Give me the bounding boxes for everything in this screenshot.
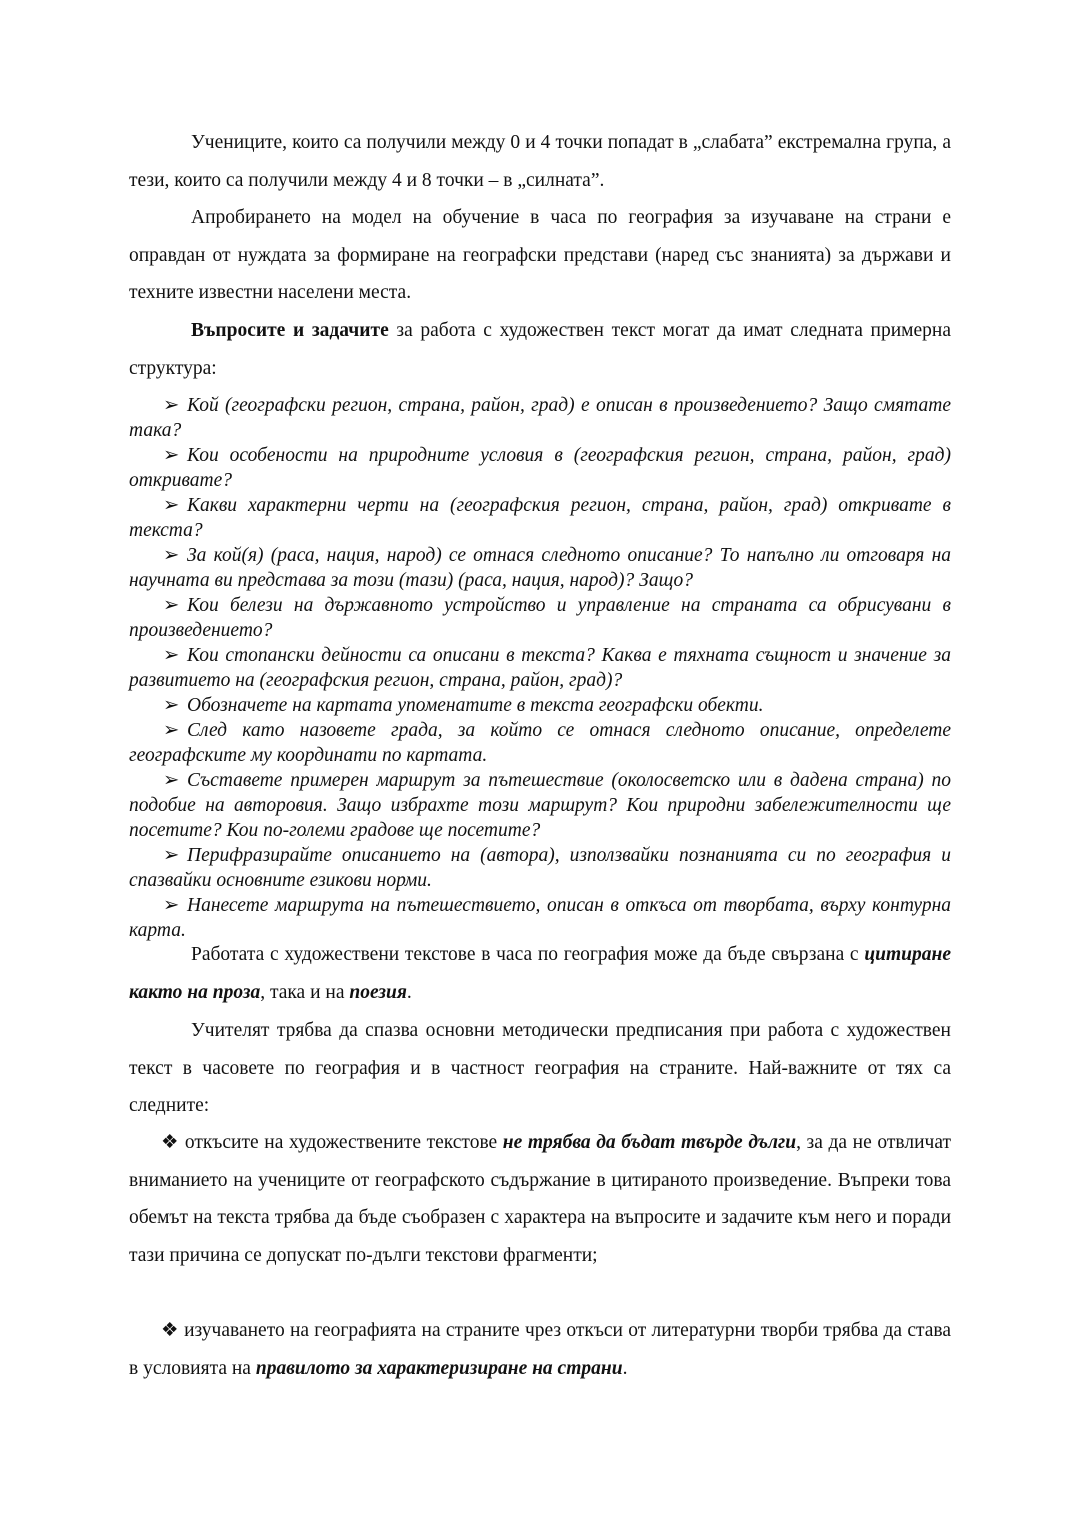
bold-italic-phrase: цитиране както на проза — [129, 944, 951, 1003]
diamond-bullet-icon: ❖ — [161, 1320, 179, 1341]
paragraph-groups — [129, 124, 951, 199]
arrow-bullet-icon: ➢ — [163, 445, 180, 466]
list-item: ➢ Перифразирайте описанието на (автора), използвайки познанията си по география и спазвайки основните езикови норми. — [129, 845, 951, 891]
list-item: ➢ Нанесете маршрута на пътешествието, описан в откъса от творбата, върху контурна карта. — [129, 895, 951, 941]
list-item: ➢ Кои особености на природните условия в (географския регион, страна, район, град) откривате? — [129, 445, 951, 491]
paragraph-text: Учителят трябва да спазва основни методически предписания при работа с художествен текст в часовете по география и в частност география на страните. Най-важните от тях са следните: — [129, 1020, 951, 1116]
list-item: ➢ Обозначете на картата упоменатите в текста географски обекти. — [163, 695, 764, 716]
diamond-bullet-icon: ❖ — [161, 1132, 180, 1153]
arrow-bullet-icon: ➢ — [163, 545, 180, 566]
list-item: ➢ Кои белези на държавното устройство и управление на страната са обрисувани в произведението? — [129, 595, 951, 641]
arrow-bullet-icon: ➢ — [163, 845, 180, 866]
paragraph-text: Учениците, които са получили между 0 и 4 точки попадат в „слабата” екстремална група, а тези, които са получили между 4 и 8 точки – в „силната”. — [129, 132, 951, 191]
paragraph-teacher — [129, 1012, 951, 1125]
arrow-bullet-icon: ➢ — [163, 395, 180, 416]
paragraph-prose-poetry: Работата с художествени текстове в часа по география може да бъде свързана с цитиране както на проза, така и на поезия. — [129, 944, 951, 1003]
bold-italic-phrase: не трябва да бъдат твърде дълги — [502, 1132, 797, 1153]
bold-italic-phrase: правилото за характеризиране на страни — [255, 1357, 623, 1379]
list-item: ➢ Какви характерни черти на (географския регион, страна, район, град) откривате в текста? — [129, 495, 951, 541]
list-item: ➢ Кои стопански дейности са описани в текста? Каква е тяхната същност и значение за развитието на (географския регион, страна, район, град)? — [129, 645, 951, 691]
arrow-bullet-icon: ➢ — [163, 695, 180, 716]
questions-list — [129, 393, 951, 943]
bold-phrase: Въпросите и задачите — [191, 320, 389, 341]
list-item: ➢ След като назовете града, за който се отнася следното описание, определете географските му координати по картата. — [129, 720, 951, 766]
bold-italic-phrase: поезия — [349, 981, 407, 1003]
paragraph-text: за работа с художествен текст могат да имат следната примерна структура: — [129, 320, 952, 379]
list-item: ➢ Съставете примерен маршрут за пътешествие (околосветско или в дадена страна) по подобие на авторовия. Защо избрахте този маршрут? Кои природни забележителности ще посетите? Кои по-големи градове ще посетите? — [129, 770, 951, 841]
arrow-bullet-icon: ➢ — [163, 770, 180, 791]
arrow-bullet-icon: ➢ — [163, 895, 180, 916]
paragraph-questions-intro — [129, 312, 951, 387]
arrow-bullet-icon: ➢ — [163, 720, 180, 741]
arrow-bullet-icon: ➢ — [163, 495, 180, 516]
list-item: ➢ Кой (географски регион, страна, район, град) е описан в произведението? Защо смятате така? — [129, 395, 951, 441]
list-item: ➢ За кой(я) (раса, нация, народ) се отнася следното описание? То напълно ли отговаря на научната ви представа за този (тази) (раса, нация, народ)? Защо? — [129, 545, 951, 591]
bullet-item-excerpts: ❖ откъсите на художествените текстове не трябва да бъдат твърде дълги, за да не отвличат вниманието на учениците от географското съдържание в цитираното произведение. Въпреки това обемът на текста трябва да бъде съобразен с характера на въпросите и задачите към него и поради тази причина се допускат по-дълги текстови фрагменти; — [129, 1132, 951, 1266]
arrow-bullet-icon: ➢ — [163, 645, 180, 666]
paragraph-approbation — [129, 199, 951, 312]
paragraph-text: Апробирането на модел на обучение в часа по география за изучаване на страни е оправдан от нуждата за формиране на географски представи (наред със знанията) за държави и техните известни населени места. — [129, 207, 951, 303]
bullet-item-rule: ❖ изучаването на географията на страните чрез откъси от литературни творби трябва да става в условията на правилото за характеризиране на страни. — [129, 1320, 951, 1379]
arrow-bullet-icon: ➢ — [163, 595, 180, 616]
